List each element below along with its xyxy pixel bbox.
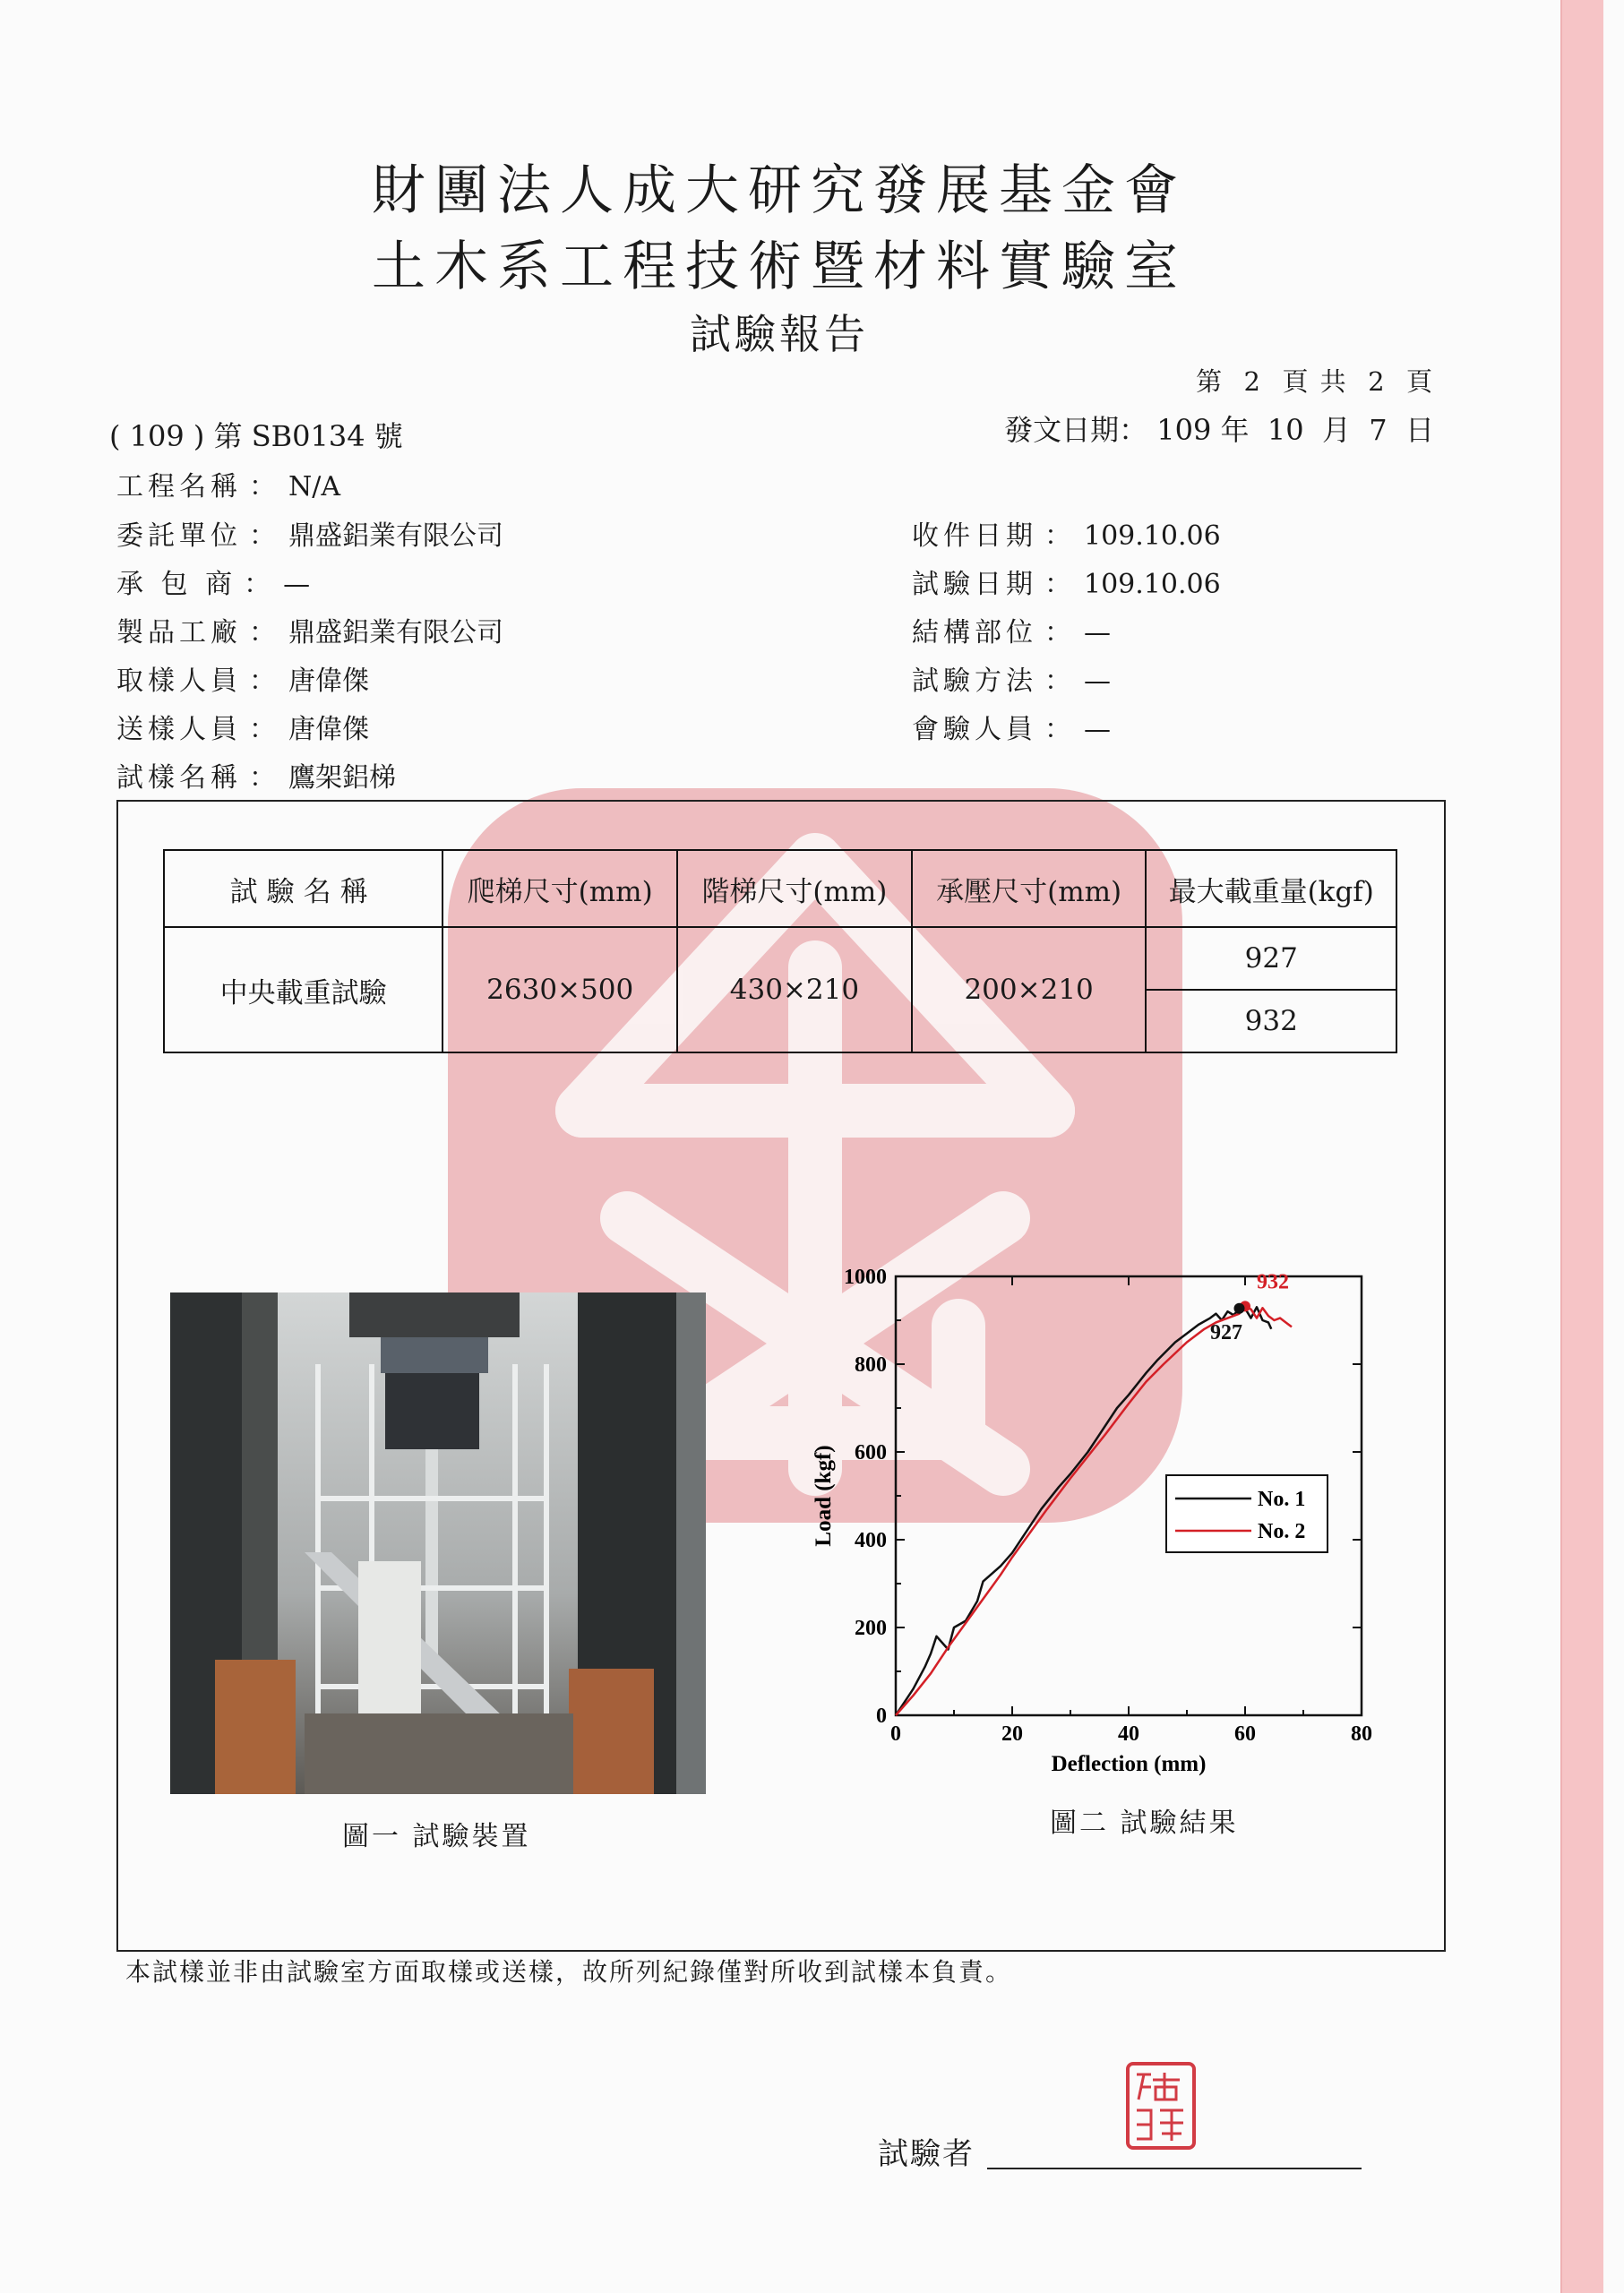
field-sample-name: 試樣名稱 ： 鷹架鋁梯 <box>116 762 396 794</box>
chart-legend <box>1166 1475 1328 1552</box>
issue-date-label: 發文日期： <box>1004 413 1148 447</box>
field-value: — <box>1084 617 1111 648</box>
field-value: — <box>1084 666 1111 697</box>
field-label: 結構部位 <box>912 617 1037 648</box>
field-label: 委託單位 <box>116 520 242 552</box>
figure2-caption: 圖二 試驗結果 <box>1050 1808 1239 1839</box>
field-value: 109.10.06 <box>1084 520 1221 552</box>
y-tick-label: 600 <box>855 1441 887 1464</box>
field-label: 取樣人員 <box>116 666 242 697</box>
field-received-date: 收件日期 ： 109.10.06 <box>912 520 1221 552</box>
field-contractor: 承 包 商 ： — <box>116 569 311 600</box>
test-setup-photo <box>170 1292 706 1794</box>
disclaimer-note: 本試樣並非由試驗室方面取樣或送樣，故所列紀錄僅對所收到試樣本負責。 <box>125 1957 1013 1987</box>
field-value: 鼎盛鋁業有限公司 <box>288 520 503 552</box>
field-label: 承 包 商 <box>116 569 237 600</box>
report-title: 試驗報告 <box>690 310 869 358</box>
field-manufacturer: 製品工廠 ： 鼎盛鋁業有限公司 <box>116 617 503 648</box>
y-tick-label: 0 <box>876 1705 887 1728</box>
cell-step-size: 430×210 <box>677 927 912 1052</box>
annotation-peak-2: 932 <box>1257 1270 1289 1294</box>
tester-label: 試驗者 <box>878 2136 975 2172</box>
field-witness: 會驗人員 ： — <box>912 714 1111 745</box>
cell-max-load-1: 927 <box>1146 927 1396 990</box>
field-value: 鼎盛鋁業有限公司 <box>288 617 503 648</box>
page-edge-stripe <box>1560 0 1603 2293</box>
field-label: 試樣名稱 <box>116 762 242 794</box>
field-label: 會驗人員 <box>912 714 1037 745</box>
x-tick-label: 0 <box>890 1722 901 1746</box>
x-tick-label: 40 <box>1118 1722 1139 1746</box>
y-axis-label: Load (kgf) <box>812 1445 836 1547</box>
field-sampler: 取樣人員 ： 唐偉傑 <box>116 666 369 697</box>
issue-date-value: 109 年 10 月 7 日 <box>1147 413 1434 447</box>
chart-annotations <box>1210 1270 1289 1344</box>
field-label: 試驗日期 <box>912 569 1037 600</box>
field-value: 鷹架鋁梯 <box>288 762 396 794</box>
laboratory-title: 土木系工程技術暨材料實驗室 <box>372 236 1187 298</box>
field-project-name: 工程名稱 ： N/A <box>116 471 341 502</box>
annotation-peak-1: 927 <box>1210 1320 1242 1344</box>
field-sender: 送樣人員 ： 唐偉傑 <box>116 714 369 745</box>
field-client: 委託單位 ： 鼎盛鋁業有限公司 <box>116 520 503 552</box>
legend-label: No. 2 <box>1258 1520 1306 1543</box>
field-value: — <box>283 569 311 600</box>
table-header-row <box>164 850 1396 927</box>
field-value: 唐偉傑 <box>288 714 369 745</box>
field-test-method: 試驗方法 ： — <box>912 666 1111 697</box>
field-value: N/A <box>288 471 341 502</box>
cell-max-load-2: 932 <box>1146 990 1396 1052</box>
peak-marker-1 <box>1234 1303 1245 1314</box>
figure1-caption: 圖一 試驗裝置 <box>342 1821 531 1852</box>
y-tick-label: 200 <box>855 1617 887 1640</box>
cell-test-name: 中央載重試驗 <box>164 927 443 1052</box>
tester-seal-stamp <box>1124 2060 1198 2151</box>
signature-line <box>987 2168 1362 2169</box>
header-test-name: 試驗名稱 <box>164 850 443 927</box>
header-max-load: 最大載重量(kgf) <box>1146 850 1396 927</box>
field-label: 收件日期 <box>912 520 1037 552</box>
x-axis-label: Deflection (mm) <box>1051 1752 1207 1776</box>
y-tick-label: 400 <box>855 1529 887 1552</box>
issue-date <box>1004 408 1434 449</box>
y-tick-label: 1000 <box>844 1266 887 1289</box>
header-ladder-size: 爬梯尺寸(mm) <box>443 850 677 927</box>
field-label: 工程名稱 <box>116 471 242 502</box>
field-label: 試驗方法 <box>912 666 1037 697</box>
cell-ladder-size: 2630×500 <box>443 927 677 1052</box>
y-tick-label: 800 <box>855 1353 887 1377</box>
field-structure-part: 結構部位 ： — <box>912 617 1111 648</box>
report-number: ( 109 ) 第 SB0134 號 <box>109 419 403 453</box>
load-deflection-chart <box>802 1258 1402 1814</box>
x-tick-label: 20 <box>1001 1722 1023 1746</box>
header-bearing-size: 承壓尺寸(mm) <box>912 850 1147 927</box>
field-value: — <box>1084 714 1111 745</box>
header-step-size: 階梯尺寸(mm) <box>677 850 912 927</box>
field-label: 送樣人員 <box>116 714 242 745</box>
field-value: 唐偉傑 <box>288 666 369 697</box>
x-tick-label: 80 <box>1351 1722 1372 1746</box>
field-test-date: 試驗日期 ： 109.10.06 <box>912 569 1221 600</box>
x-tick-label: 60 <box>1234 1722 1256 1746</box>
results-table <box>163 849 1397 1053</box>
field-value: 109.10.06 <box>1084 569 1221 600</box>
cell-bearing-size: 200×210 <box>912 927 1147 1052</box>
legend-label: No. 1 <box>1258 1488 1306 1511</box>
table-row <box>164 927 1396 990</box>
page-number: 第 2 頁 共 2 頁 <box>1196 366 1434 397</box>
foundation-title: 財團法人成大研究發展基金會 <box>372 159 1187 222</box>
field-label: 製品工廠 <box>116 617 242 648</box>
